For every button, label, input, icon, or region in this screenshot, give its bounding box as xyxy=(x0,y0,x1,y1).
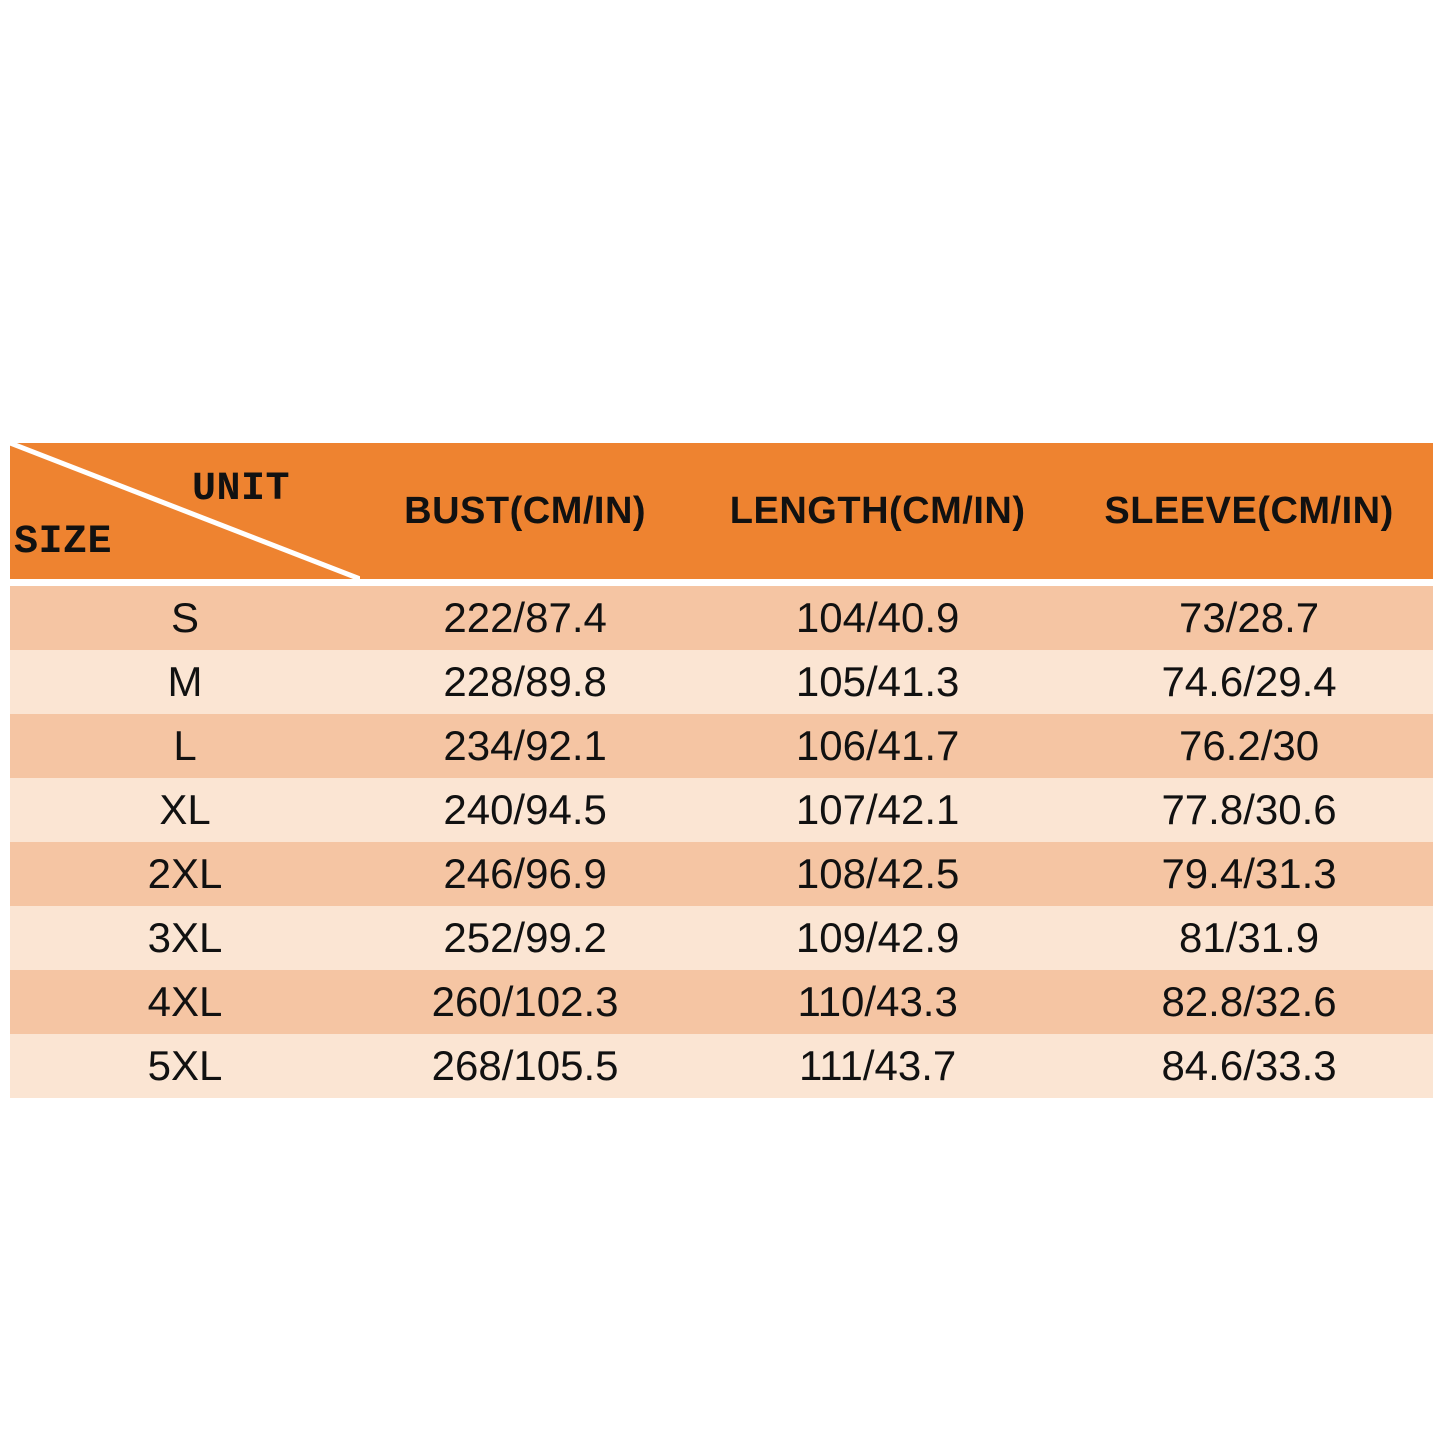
value-cell: 73/28.7 xyxy=(1178,594,1320,641)
column-header-bust: BUST(CM/IN) xyxy=(404,489,647,532)
unit-label: UNIT xyxy=(192,467,291,512)
size-cell: S xyxy=(171,594,200,641)
value-cell: 234/92.1 xyxy=(443,722,607,769)
table-row xyxy=(10,586,1433,650)
value-cell: 240/94.5 xyxy=(443,786,607,833)
value-cell: 228/89.8 xyxy=(443,658,607,705)
size-cell: L xyxy=(173,722,197,769)
value-cell: 246/96.9 xyxy=(443,850,607,897)
value-cell: 260/102.3 xyxy=(431,978,619,1025)
table-row xyxy=(10,970,1433,1034)
table-row xyxy=(10,714,1433,778)
table-row xyxy=(10,842,1433,906)
value-cell: 76.2/30 xyxy=(1178,722,1320,769)
value-cell: 104/40.9 xyxy=(795,594,960,641)
value-cell: 110/43.3 xyxy=(797,978,958,1025)
value-cell: 79.4/31.3 xyxy=(1161,850,1337,897)
table-row xyxy=(10,778,1433,842)
table-row xyxy=(10,1034,1433,1098)
value-cell: 106/41.7 xyxy=(795,722,960,769)
size-cell: M xyxy=(167,658,203,705)
value-cell: 268/105.5 xyxy=(431,1042,619,1089)
value-cell: 81/31.9 xyxy=(1178,914,1320,961)
table-body xyxy=(10,586,1433,1098)
size-cell: 2XL xyxy=(147,850,223,897)
value-cell: 107/42.1 xyxy=(795,786,960,833)
table-row xyxy=(10,906,1433,970)
size-cell: 3XL xyxy=(147,914,223,961)
size-cell: 4XL xyxy=(147,978,223,1025)
size-cell: XL xyxy=(159,786,211,833)
table-row xyxy=(10,650,1433,714)
header-body-divider xyxy=(10,579,1433,586)
value-cell: 111/43.7 xyxy=(799,1042,957,1089)
column-header-length: LENGTH(CM/IN) xyxy=(729,489,1026,532)
size-label: SIZE xyxy=(14,520,113,565)
corner-cell xyxy=(10,443,360,579)
value-cell: 77.8/30.6 xyxy=(1161,786,1337,833)
size-chart xyxy=(10,443,1433,1098)
value-cell: 74.6/29.4 xyxy=(1161,658,1337,705)
value-cell: 84.6/33.3 xyxy=(1161,1042,1337,1089)
value-cell: 105/41.3 xyxy=(795,658,960,705)
value-cell: 252/99.2 xyxy=(443,914,607,961)
value-cell: 108/42.5 xyxy=(795,850,960,897)
value-cell: 109/42.9 xyxy=(795,914,960,961)
value-cell: 222/87.4 xyxy=(443,594,607,641)
column-header-sleeve: SLEEVE(CM/IN) xyxy=(1104,489,1394,532)
table-header xyxy=(10,443,1433,579)
value-cell: 82.8/32.6 xyxy=(1161,978,1337,1025)
size-cell: 5XL xyxy=(147,1042,223,1089)
